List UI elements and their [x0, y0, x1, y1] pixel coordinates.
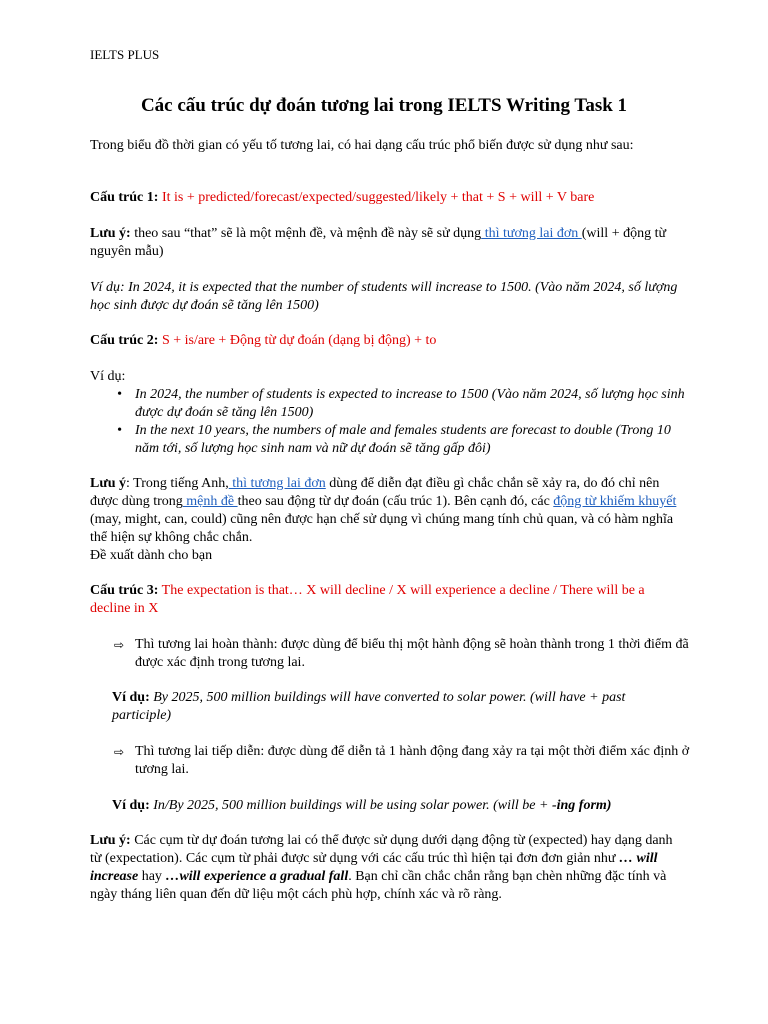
bullet-1-text: In 2024, the number of students is expected to increase to 1500 (Vào năm 2024, số lượng học sinh được dự đoán sẽ tăng lên 1500) [135, 387, 685, 420]
structure-2-formula: S + is/are + Động từ dự đoán (dạng bị động) + to [158, 333, 437, 348]
note-2-text-1: : Trong tiếng Anh, [126, 476, 229, 491]
disc-bullet-icon: • [117, 423, 122, 438]
link-modal-verbs[interactable]: động từ khiếm khuyết [553, 494, 677, 509]
note-3-phrase-1: … will increase [90, 851, 658, 884]
example-4 [112, 797, 677, 815]
arrow-item-future-continuous [114, 743, 695, 779]
example-3 [112, 689, 677, 725]
structure-2 [90, 332, 685, 350]
note-3-text-1: Các cụm từ dự đoán tương lai có thể được sử dụng dưới dạng động từ (expected) hay dạng danh từ (expectation). Các cụm từ phải được sử dụng với các cấu trúc thì hiện tại đơn đơn giản như [90, 833, 673, 866]
note-1-label: Lưu ý: [90, 226, 131, 241]
outline-arrow-icon: ⇨ [114, 638, 125, 652]
example-3-label: Ví dụ: [112, 690, 150, 705]
disc-bullet-icon: • [117, 387, 122, 402]
note-1-text-b: (will + động từ nguyên mẫu) [90, 226, 667, 259]
structure-3 [90, 582, 685, 618]
link-clause[interactable]: mệnh đề [182, 494, 238, 509]
link-simple-future-2[interactable]: thì tương lai đơn [228, 476, 326, 491]
example-4-text: In/By 2025, 500 million buildings will be using solar power. (will be + [149, 798, 552, 813]
note-2-text-3: theo sau động từ dự đoán (cấu trúc 1). Bên cạnh đó, các [237, 494, 554, 509]
structure-1-label: Cấu trúc 1: [90, 190, 159, 205]
structure-3-formula: The expectation is that… X will decline / X will experience a decline / There will be a decline in X [90, 583, 645, 616]
structure-1 [90, 189, 685, 207]
note-3-text-2: hay [138, 869, 166, 884]
list-item [90, 386, 685, 422]
structure-2-label: Cấu trúc 2: [90, 333, 159, 348]
bullet-2-text: In the next 10 years, the numbers of male and females students are forecast to double (Trong 10 năm tới, số lượng học sinh nam và nữ dự đoán sẽ tăng gấp đôi) [135, 423, 671, 456]
example-4-bold: -ing form) [551, 798, 612, 813]
suggestion-text: Đề xuất dành cho bạn [90, 548, 213, 563]
example-3-text: By 2025, 500 million buildings will have converted to solar power. (will have + past participle) [112, 690, 626, 723]
note-2-label: Lưu ý [90, 476, 127, 491]
note-3-text-3: . Bạn chỉ cần chắc chắn rằng bạn chèn những đặc tính và ngày tháng liên quan đến dữ liệu một cách phù hợp, chính xác và rõ ràng. [90, 869, 667, 902]
example-1 [90, 279, 685, 315]
page-header: IELTS PLUS [90, 47, 160, 62]
structure-1-formula: It is + predicted/forecast/expected/suggested/likely + that + S + will + V bare [158, 190, 595, 205]
note-2-text-2: dùng để diễn đạt điều gì chắc chắn sẽ xảy ra, do đó chỉ nên được dùng trong [90, 476, 660, 509]
intro-text: Trong biểu đồ thời gian có yếu tố tương lai, có hai dạng cấu trúc phổ biến được sử dụng như sau: [90, 138, 634, 153]
note-3-phrase-2: …will experience a gradual fall [165, 869, 349, 884]
note-2 [90, 475, 685, 547]
arrow-2-text: Thì tương lai tiếp diễn: được dùng để diễn tả 1 hành động đang xảy ra tại một thời điểm xác định ở tương lai. [135, 744, 690, 777]
list-item [90, 422, 685, 458]
note-1 [90, 225, 685, 261]
arrow-1-text: Thì tương lai hoàn thành: được dùng để biểu thị một hành động sẽ hoàn thành trong 1 thời điểm đã được xác định trong tương lai. [135, 637, 689, 670]
arrow-item-future-perfect [114, 636, 695, 672]
outline-arrow-icon: ⇨ [114, 745, 125, 759]
note-3 [90, 832, 685, 904]
page-title: Các cấu trúc dự đoán tương lai trong IELTS Writing Task 1 [140, 95, 628, 116]
structure-3-label: Cấu trúc 3: [90, 583, 159, 598]
example-2-list [90, 386, 685, 458]
example-2-label: Ví dụ: [90, 369, 126, 384]
note-1-text-a: theo sau “that” sẽ là một mệnh đề, và mệnh đề này sẽ sử dụng [130, 226, 482, 241]
example-4-label: Ví dụ: [112, 798, 150, 813]
link-simple-future[interactable]: thì tương lai đơn [481, 226, 582, 241]
note-2-text-4: (may, might, can, could) cũng nên được hạn chế sử dụng vì chúng mang tính chủ quan, và có hàm nghĩa thể hiện sự không chắc chắn. [90, 512, 674, 545]
note-3-label: Lưu ý: [90, 833, 131, 848]
example-1-text: Ví dụ: In 2024, it is expected that the number of students will increase to 1500. (Vào năm 2024, số lượng học sinh được dự đoán sẽ tăng lên 1500) [90, 280, 678, 313]
intro-paragraph [90, 137, 685, 155]
